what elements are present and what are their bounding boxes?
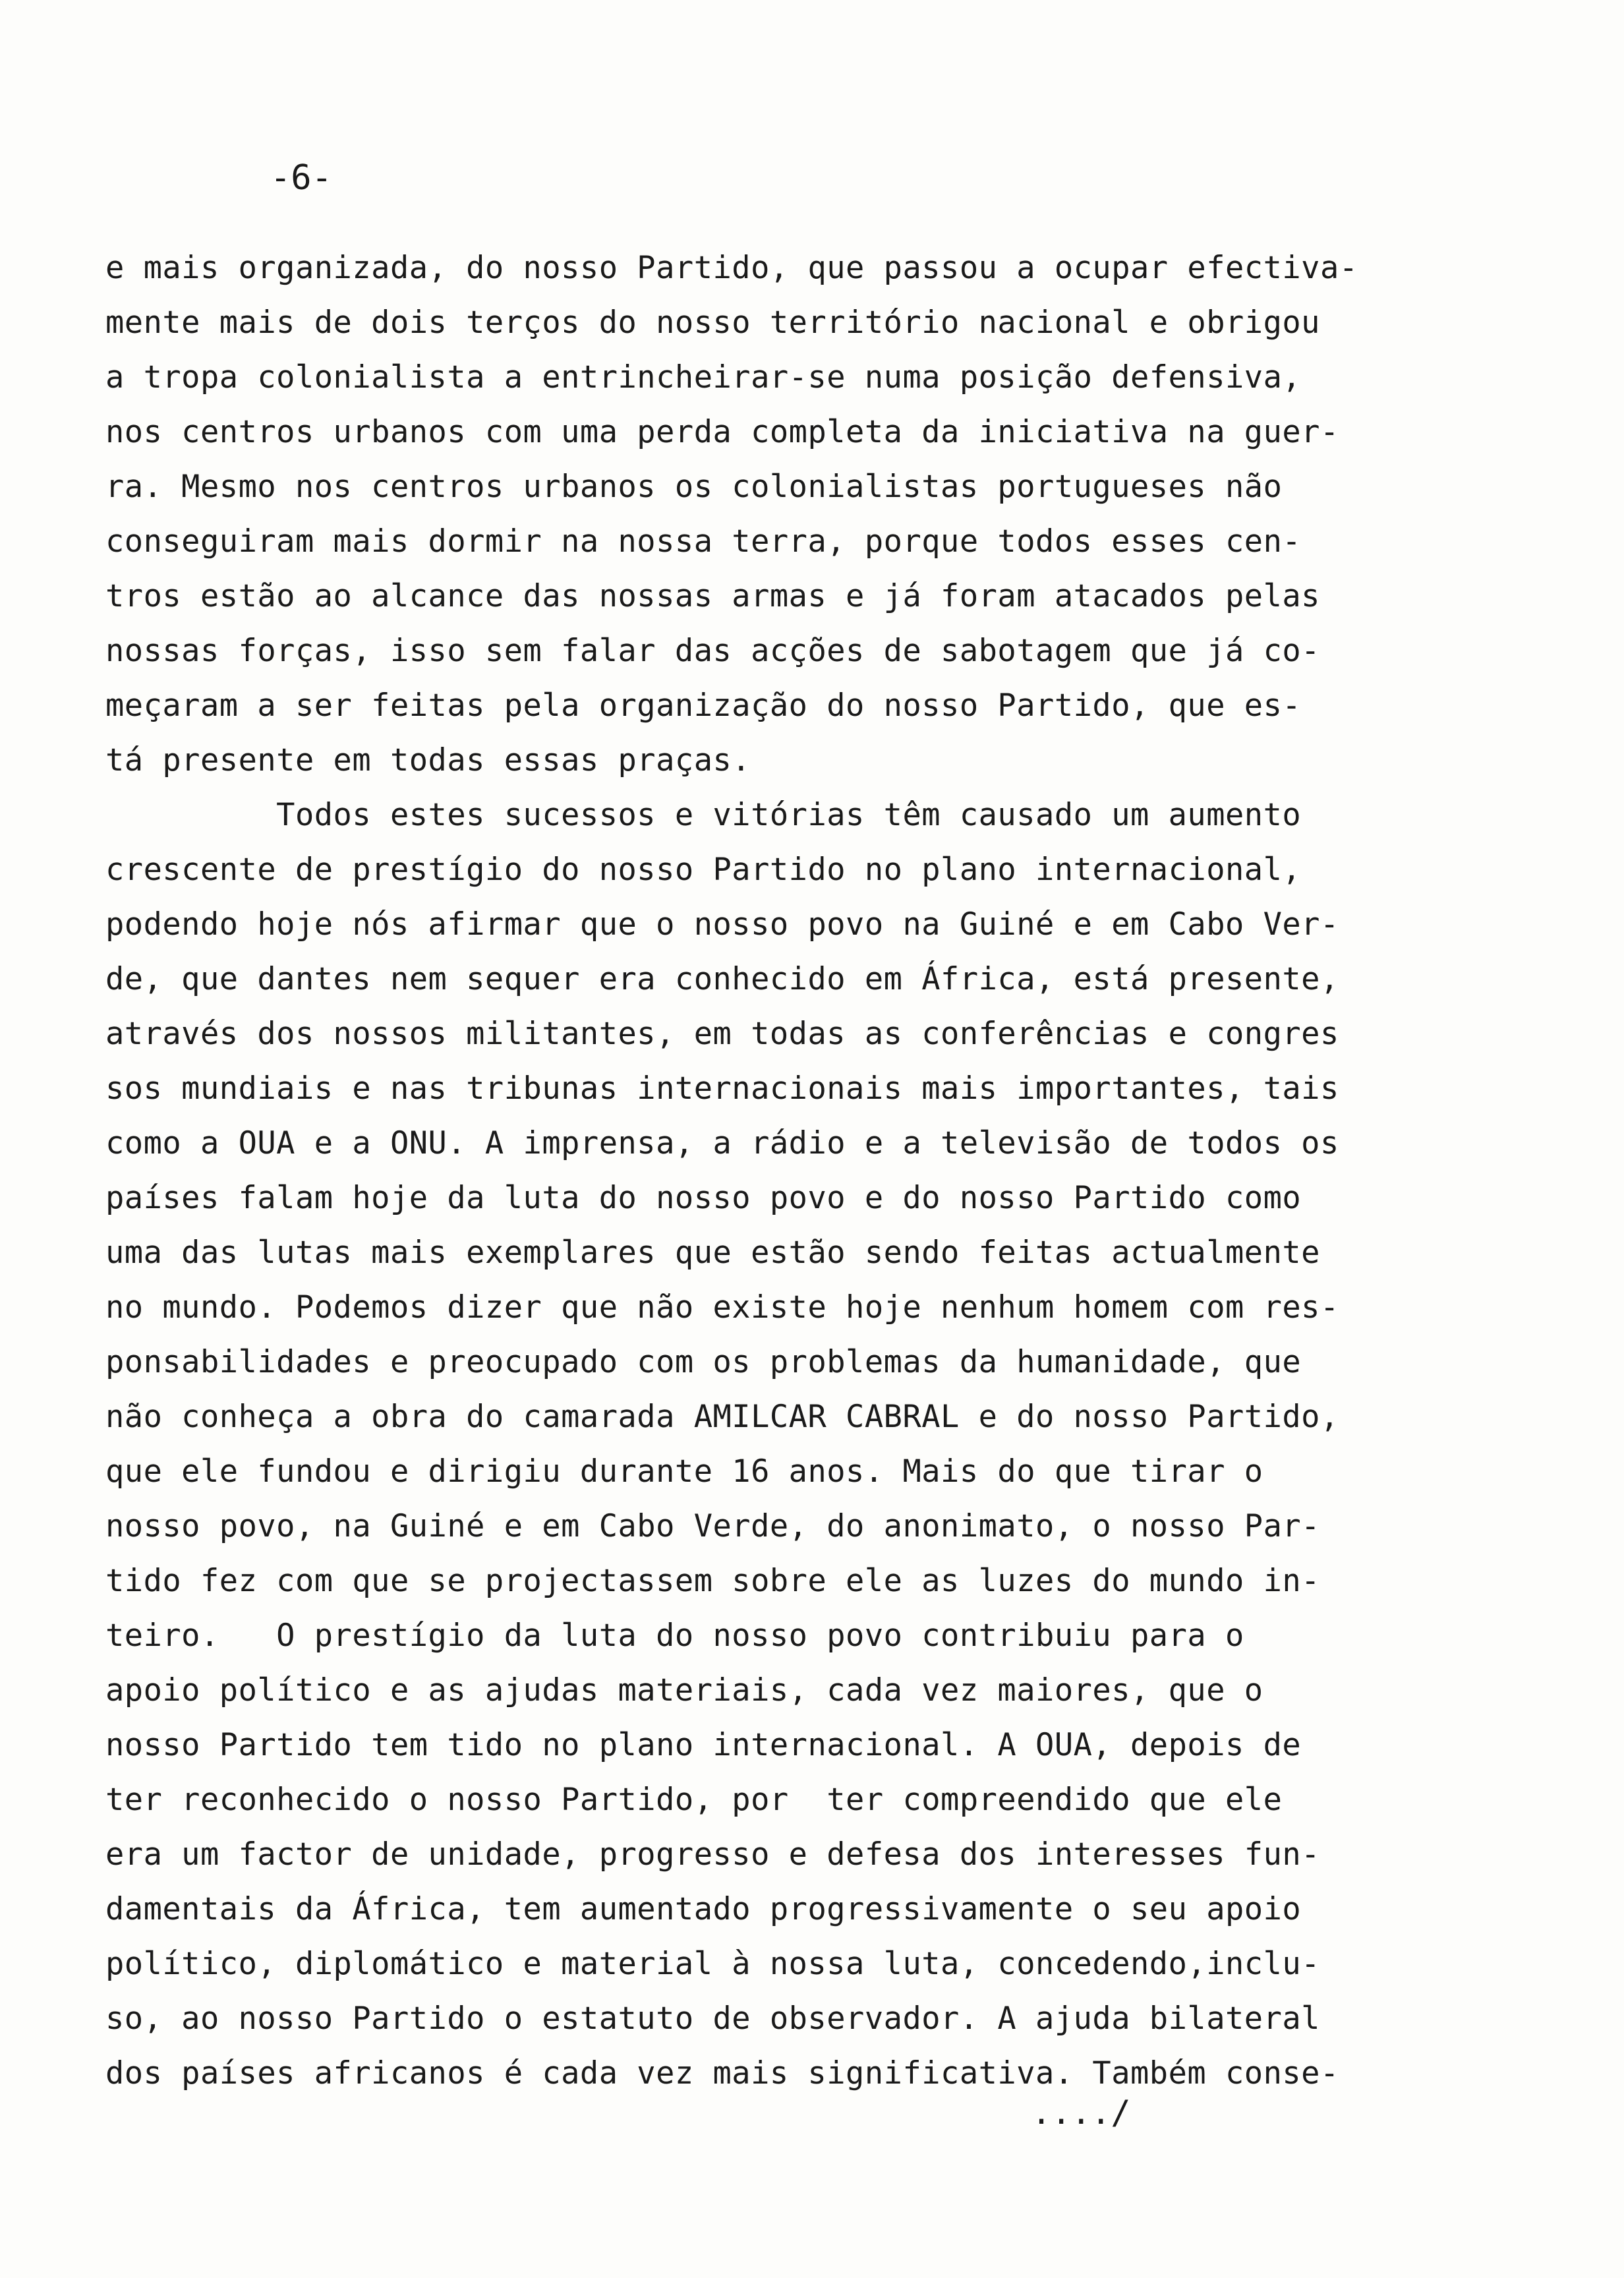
body-text [105,241,1582,2101]
text-line: so, ao nosso Partido o estatuto de observador. A ajuda bilateral [105,2001,1320,2037]
text-line: crescente de prestígio do nosso Partido no plano internacional, [105,852,1302,888]
text-line: teiro. O prestígio da luta do nosso povo contribuiu para o [105,1618,1244,1654]
text-line: nossas forças, isso sem falar das acções de sabotagem que já co- [105,633,1320,669]
text-line: meçaram a ser feitas pela organização do nosso Partido, que es- [105,687,1302,724]
text-line: podendo hoje nós afirmar que o nosso povo na Guiné e em Cabo Ver- [105,906,1339,943]
text-line: damentais da África, tem aumentado progressivamente o seu apoio [105,1891,1302,1927]
text-line: não conheça a obra do camarada AMILCAR CABRAL e do nosso Partido, [105,1399,1339,1435]
text-line: ponsabilidades e preocupado com os problemas da humanidade, que [105,1344,1302,1380]
text-line: dos países africanos é cada vez mais significativa. Também conse- [105,2055,1339,2091]
text-line: como a OUA e a ONU. A imprensa, a rádio e a televisão de todos os [105,1125,1339,1161]
text-line: tá presente em todas essas praças. [105,742,751,778]
page-number: -6- [270,158,332,198]
text-line: nosso povo, na Guiné e em Cabo Verde, do anonimato, o nosso Par- [105,1508,1320,1544]
text-line: mente mais de dois terços do nosso território nacional e obrigou [105,305,1320,341]
text-line: países falam hoje da luta do nosso povo e do nosso Partido como [105,1180,1302,1216]
text-line: tido fez com que se projectassem sobre ele as luzes do mundo in- [105,1563,1320,1599]
text-line: nos centros urbanos com uma perda completa da iniciativa na guer- [105,414,1339,450]
text-line: sos mundiais e nas tribunas internacionais mais importantes, tais [105,1070,1339,1107]
text-line: ter reconhecido o nosso Partido, por ter compreendido que ele [105,1782,1283,1818]
text-line: de, que dantes nem sequer era conhecido em África, está presente, [105,961,1339,997]
continuation-mark: ..../ [1031,2093,1131,2132]
text-line: ra. Mesmo nos centros urbanos os colonialistas portugueses não [105,469,1283,505]
text-line: conseguiram mais dormir na nossa terra, porque todos esses cen- [105,523,1302,560]
text-line: e mais organizada, do nosso Partido, que passou a ocupar efectiva- [105,250,1358,286]
text-line: político, diplomático e material à nossa luta, concedendo,inclu- [105,1946,1320,1982]
text-line: a tropa colonialista a entrincheirar-se numa posição defensiva, [105,359,1302,395]
text-line: apoio político e as ajudas materiais, cada vez maiores, que o [105,1672,1263,1708]
text-line: tros estão ao alcance das nossas armas e já foram atacados pelas [105,578,1320,614]
text-line: nosso Partido tem tido no plano internacional. A OUA, depois de [105,1727,1302,1763]
text-line: era um factor de unidade, progresso e defesa dos interesses fun- [105,1836,1320,1873]
text-line: que ele fundou e dirigiu durante 16 anos. Mais do que tirar o [105,1453,1263,1490]
text-line: Todos estes sucessos e vitórias têm causado um aumento [105,797,1302,833]
text-line: uma das lutas mais exemplares que estão sendo feitas actualmente [105,1235,1320,1271]
text-line: através dos nossos militantes, em todas as conferências e congres [105,1016,1339,1052]
text-line: no mundo. Podemos dizer que não existe hoje nenhum homem com res- [105,1289,1339,1326]
